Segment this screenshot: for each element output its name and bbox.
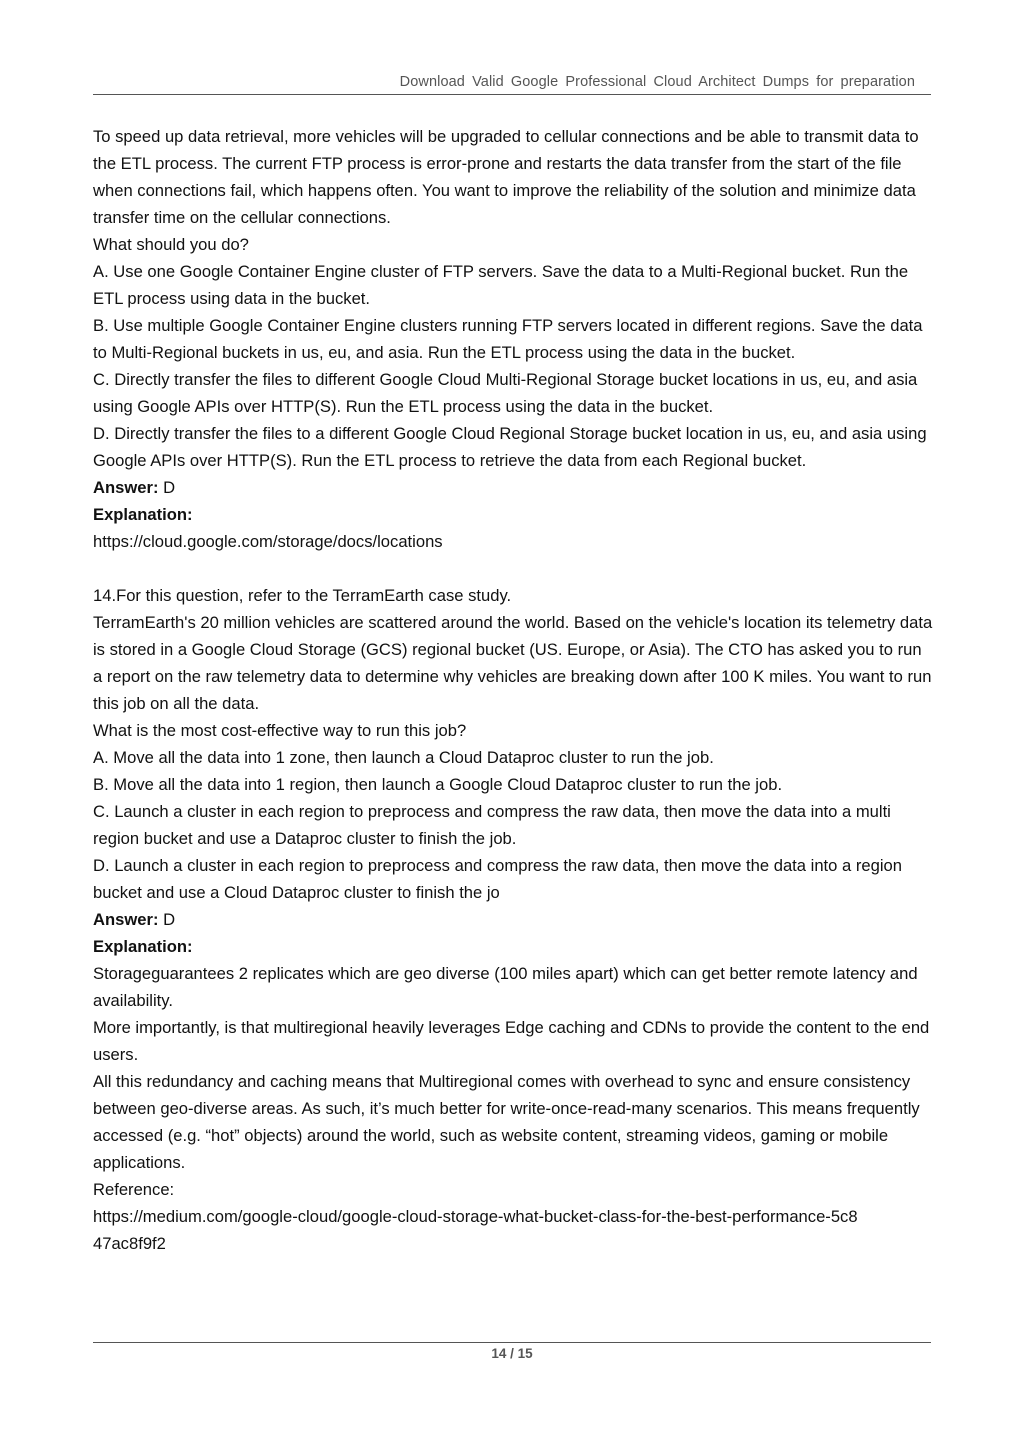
q14-option-c: C. Launch a cluster in each region to preprocess and compress the raw data, then move the data into a multi region bucket and use a Dataproc cluster to finish the job.: [93, 802, 891, 848]
page-header: [93, 72, 931, 95]
q14-answer: [93, 906, 935, 933]
q13-option-d: D. Directly transfer the files to a different Google Cloud Regional Storage bucket location in us, eu, and asia using Google APIs over HTTP(S). Run the ETL process to retrieve the data from each Regional bucket.: [93, 424, 927, 470]
q14-explanation-para-1: Storageguarantees 2 replicates which are geo diverse (100 miles apart) which can get better remote latency and availability.: [93, 964, 918, 1010]
q13-option-a: A. Use one Google Container Engine cluster of FTP servers. Save the data to a Multi-Regional bucket. Run the ETL process using data in the bucket.: [93, 262, 909, 308]
q13-option-c: C. Directly transfer the files to different Google Cloud Multi-Regional Storage bucket locations in us, eu, and asia using Google APIs over HTTP(S). Run the ETL process using the data in the bucket.: [93, 370, 918, 416]
q14-question: What is the most cost-effective way to run this job?: [93, 721, 467, 740]
q14-reference-link: https://medium.com/google-cloud/google-cloud-storage-what-bucket-class-for-the-best-performance-5c8 47ac8f9f2: [93, 1207, 858, 1253]
spacer: [93, 555, 935, 582]
q14-option-d: D. Launch a cluster in each region to preprocess and compress the raw data, then move the data into a region bucket and use a Cloud Dataproc cluster to finish the jo: [93, 856, 902, 902]
q14-explanation-label: Explanation:: [93, 937, 193, 956]
q14-explanation-para-3: All this redundancy and caching means that Multiregional comes with overhead to sync and ensure consistency between geo-diverse areas. As such, it’s much better for write-once-read-many scenarios. This means frequently accessed (e.g. “hot” objects) around the world, such as website content, streaming videos, gaming or mobile applications.: [93, 1072, 920, 1172]
q14-option-a: A. Move all the data into 1 zone, then launch a Cloud Dataproc cluster to run the job.: [93, 748, 714, 767]
page-number: 14 / 15: [491, 1346, 533, 1361]
q14-answer-value: D: [158, 910, 176, 929]
q13-explanation-link: https://cloud.google.com/storage/docs/locations: [93, 532, 443, 551]
q14-answer-label: Answer:: [93, 910, 159, 929]
q14-stem: TerramEarth's 20 million vehicles are scattered around the world. Based on the vehicle's location its telemetry data is stored in a Google Cloud Storage (GCS) regional bucket (US. Europe, or Asia). The CTO has asked you to run a report on the raw telemetry data to determine why vehicles are breaking down after 100 K miles. You want to run this job on all the data.: [93, 613, 933, 713]
q14-explanation-para-2: More importantly, is that multiregional heavily leverages Edge caching and CDNs to provide the content to the end users.: [93, 1018, 930, 1064]
q13-option-b: B. Use multiple Google Container Engine clusters running FTP servers located in different regions. Save the data to Multi-Regional buckets in us, eu, and asia. Run the ETL process using the data in the bucket.: [93, 316, 923, 362]
q14-reference-label: Reference:: [93, 1180, 175, 1199]
q13-answer-value: D: [158, 478, 176, 497]
header-title: Download Valid Google Professional Cloud Architect Dumps for preparation: [399, 74, 915, 90]
q13-stem: To speed up data retrieval, more vehicles will be upgraded to cellular connections and be able to transmit data to the ETL process. The current FTP process is error-prone and restarts the data transfer from the start of the file when connections fail, which happens often. You want to improve the reliability of the solution and minimize data transfer time on the cellular connections.: [93, 127, 919, 227]
q13-answer-label: Answer:: [93, 478, 159, 497]
q13-answer: [93, 474, 935, 501]
footer-divider: [93, 1342, 931, 1343]
q13-question: What should you do?: [93, 235, 249, 254]
q14-option-b: B. Move all the data into 1 region, then launch a Google Cloud Dataproc cluster to run the job.: [93, 775, 783, 794]
document-body: [93, 123, 935, 1257]
q14-title: 14.For this question, refer to the TerramEarth case study.: [93, 586, 512, 605]
q13-explanation-label: Explanation:: [93, 505, 193, 524]
